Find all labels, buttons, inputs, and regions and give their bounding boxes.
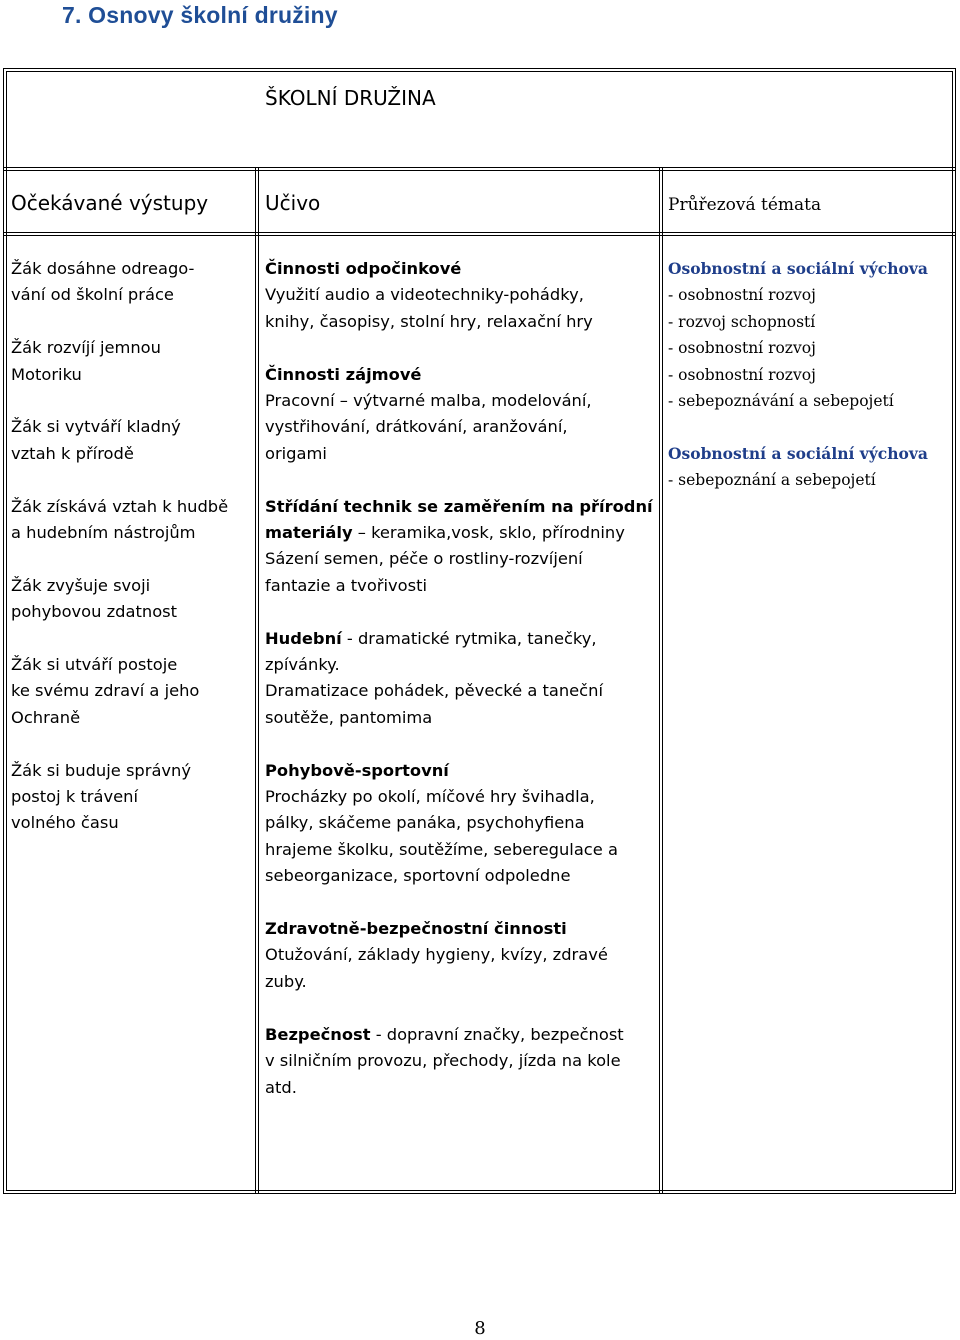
spacer bbox=[11, 388, 251, 414]
spacer bbox=[668, 414, 958, 440]
spacer bbox=[265, 335, 655, 361]
curriculum-section-title-cont bbox=[265, 520, 655, 546]
curriculum-line: zpívánky. bbox=[265, 655, 340, 675]
curriculum-line: zuby. bbox=[265, 971, 307, 991]
curriculum-line: fantazie a tvořivosti bbox=[265, 575, 427, 595]
curriculum-line: atd. bbox=[265, 1077, 297, 1097]
section-title: Bezpečnost bbox=[265, 1024, 371, 1044]
spacer bbox=[11, 309, 251, 335]
section-title: Zdravotně-bezpečnostní činnosti bbox=[265, 919, 567, 939]
crosscutting-line: - osobnostní rozvoj bbox=[668, 365, 816, 384]
curriculum-section-title bbox=[265, 494, 655, 520]
curriculum-line: sebeorganizace, sportovní odpoledne bbox=[265, 866, 571, 886]
curriculum-line: knihy, časopisy, stolní hry, relaxační hry bbox=[265, 311, 593, 331]
section-title-cont: materiály bbox=[265, 523, 353, 543]
outcome-line: Žák si buduje správný bbox=[11, 760, 192, 780]
curriculum-section-title bbox=[265, 758, 655, 784]
curriculum-line: pálky, skáčeme panáka, psychohyfiena bbox=[265, 813, 585, 833]
crosscutting-line: - sebepoznání a sebepojetí bbox=[668, 471, 876, 490]
curriculum-line: v silničním provozu, přechody, jízda na kole bbox=[265, 1051, 621, 1071]
spacer bbox=[11, 731, 251, 757]
outcome-line: pohybovou zdatnost bbox=[11, 602, 178, 622]
curriculum-line: hrajeme školku, soutěžíme, seberegulace a bbox=[265, 839, 618, 859]
outcome-line: Žák získává vztah k hudbě bbox=[11, 496, 229, 516]
curriculum-line: Využití audio a videotechniky-pohádky, bbox=[265, 285, 584, 305]
row-divider-header bbox=[3, 232, 956, 233]
curriculum-section-title bbox=[265, 256, 655, 282]
curriculum-section-title bbox=[265, 362, 655, 388]
curriculum-section-title bbox=[265, 626, 655, 652]
outcome-line: Žák rozvíjí jemnou bbox=[11, 338, 161, 358]
outcome-line: Motoriku bbox=[11, 364, 82, 384]
crosscutting-title: Osobnostní a sociální výchova bbox=[668, 259, 928, 278]
curriculum-line: soutěže, pantomima bbox=[265, 707, 433, 727]
page-heading: 7. Osnovy školní družiny bbox=[62, 2, 338, 28]
outcome-line: Žák si vytváří kladný bbox=[11, 417, 181, 437]
section-title-tail: - dramatické rytmika, tanečky, bbox=[341, 628, 597, 648]
spacer bbox=[11, 467, 251, 493]
page-number: 8 bbox=[474, 1318, 486, 1339]
spacer bbox=[11, 546, 251, 572]
outcome-line: a hudebním nástrojům bbox=[11, 523, 196, 543]
crosscutting-column bbox=[668, 256, 958, 494]
section-title-tail: – keramika,vosk, sklo, přírodniny bbox=[352, 523, 625, 543]
outcome-line: Žák zvyšuje svoji bbox=[11, 575, 151, 595]
header-outcomes: Očekávané výstupy bbox=[11, 191, 209, 215]
section-title: Činnosti odpočinkové bbox=[265, 259, 462, 278]
outcome-line: postoj k trávení bbox=[11, 787, 138, 807]
crosscutting-line: - rozvoj schopností bbox=[668, 312, 816, 331]
section-title: Hudební bbox=[265, 628, 342, 648]
table-title: ŠKOLNÍ DRUŽINA bbox=[265, 86, 436, 110]
outcomes-column bbox=[11, 256, 251, 837]
section-title: Střídání technik se zaměřením na přírodní bbox=[265, 496, 653, 516]
header-curriculum: Učivo bbox=[265, 191, 321, 215]
outcome-line: vztah k přírodě bbox=[11, 443, 134, 463]
section-title: Pohybově-sportovní bbox=[265, 760, 449, 780]
outcome-line: Žák si utváří postoje bbox=[11, 655, 178, 675]
crosscutting-line: - osobnostní rozvoj bbox=[668, 339, 816, 358]
curriculum-column bbox=[265, 256, 655, 1101]
curriculum-line: Pracovní – výtvarné malba, modelování, bbox=[265, 391, 592, 411]
spacer bbox=[265, 599, 655, 625]
outcome-line: Ochraně bbox=[11, 707, 81, 727]
curriculum-line: Procházky po okolí, míčové hry švihadla, bbox=[265, 787, 595, 807]
outcome-line: Žák dosáhne odreago- bbox=[11, 259, 195, 278]
outcome-line: ke svému zdraví a jeho bbox=[11, 681, 200, 701]
curriculum-line: Dramatizace pohádek, pěvecké a taneční bbox=[265, 681, 603, 701]
crosscutting-line: - osobnostní rozvoj bbox=[668, 286, 816, 305]
spacer bbox=[265, 890, 655, 916]
curriculum-section-title bbox=[265, 1022, 655, 1048]
curriculum-line: Sázení semen, péče o rostliny-rozvíjení bbox=[265, 549, 583, 569]
header-crosscutting: Průřezová témata bbox=[668, 195, 822, 215]
spacer bbox=[265, 995, 655, 1021]
outcome-line: vání od školní práce bbox=[11, 285, 174, 305]
spacer bbox=[11, 626, 251, 652]
curriculum-line: Otužování, základy hygieny, kvízy, zdravé bbox=[265, 945, 608, 965]
outcome-line: volného času bbox=[11, 813, 119, 833]
crosscutting-line: - sebepoznávání a sebepojetí bbox=[668, 392, 894, 411]
curriculum-line: origami bbox=[265, 443, 327, 463]
col-divider-1 bbox=[255, 167, 256, 1194]
curriculum-section-title bbox=[265, 916, 655, 942]
section-title: Činnosti zájmové bbox=[265, 364, 422, 384]
row-divider-title bbox=[3, 167, 956, 168]
crosscutting-title: Osobnostní a sociální výchova bbox=[668, 443, 928, 463]
spacer bbox=[265, 467, 655, 493]
curriculum-line: vystřihování, drátkování, aranžování, bbox=[265, 417, 568, 437]
spacer bbox=[265, 731, 655, 757]
col-divider-2 bbox=[659, 167, 660, 1194]
section-title-tail: - dopravní značky, bezpečnost bbox=[370, 1024, 624, 1044]
